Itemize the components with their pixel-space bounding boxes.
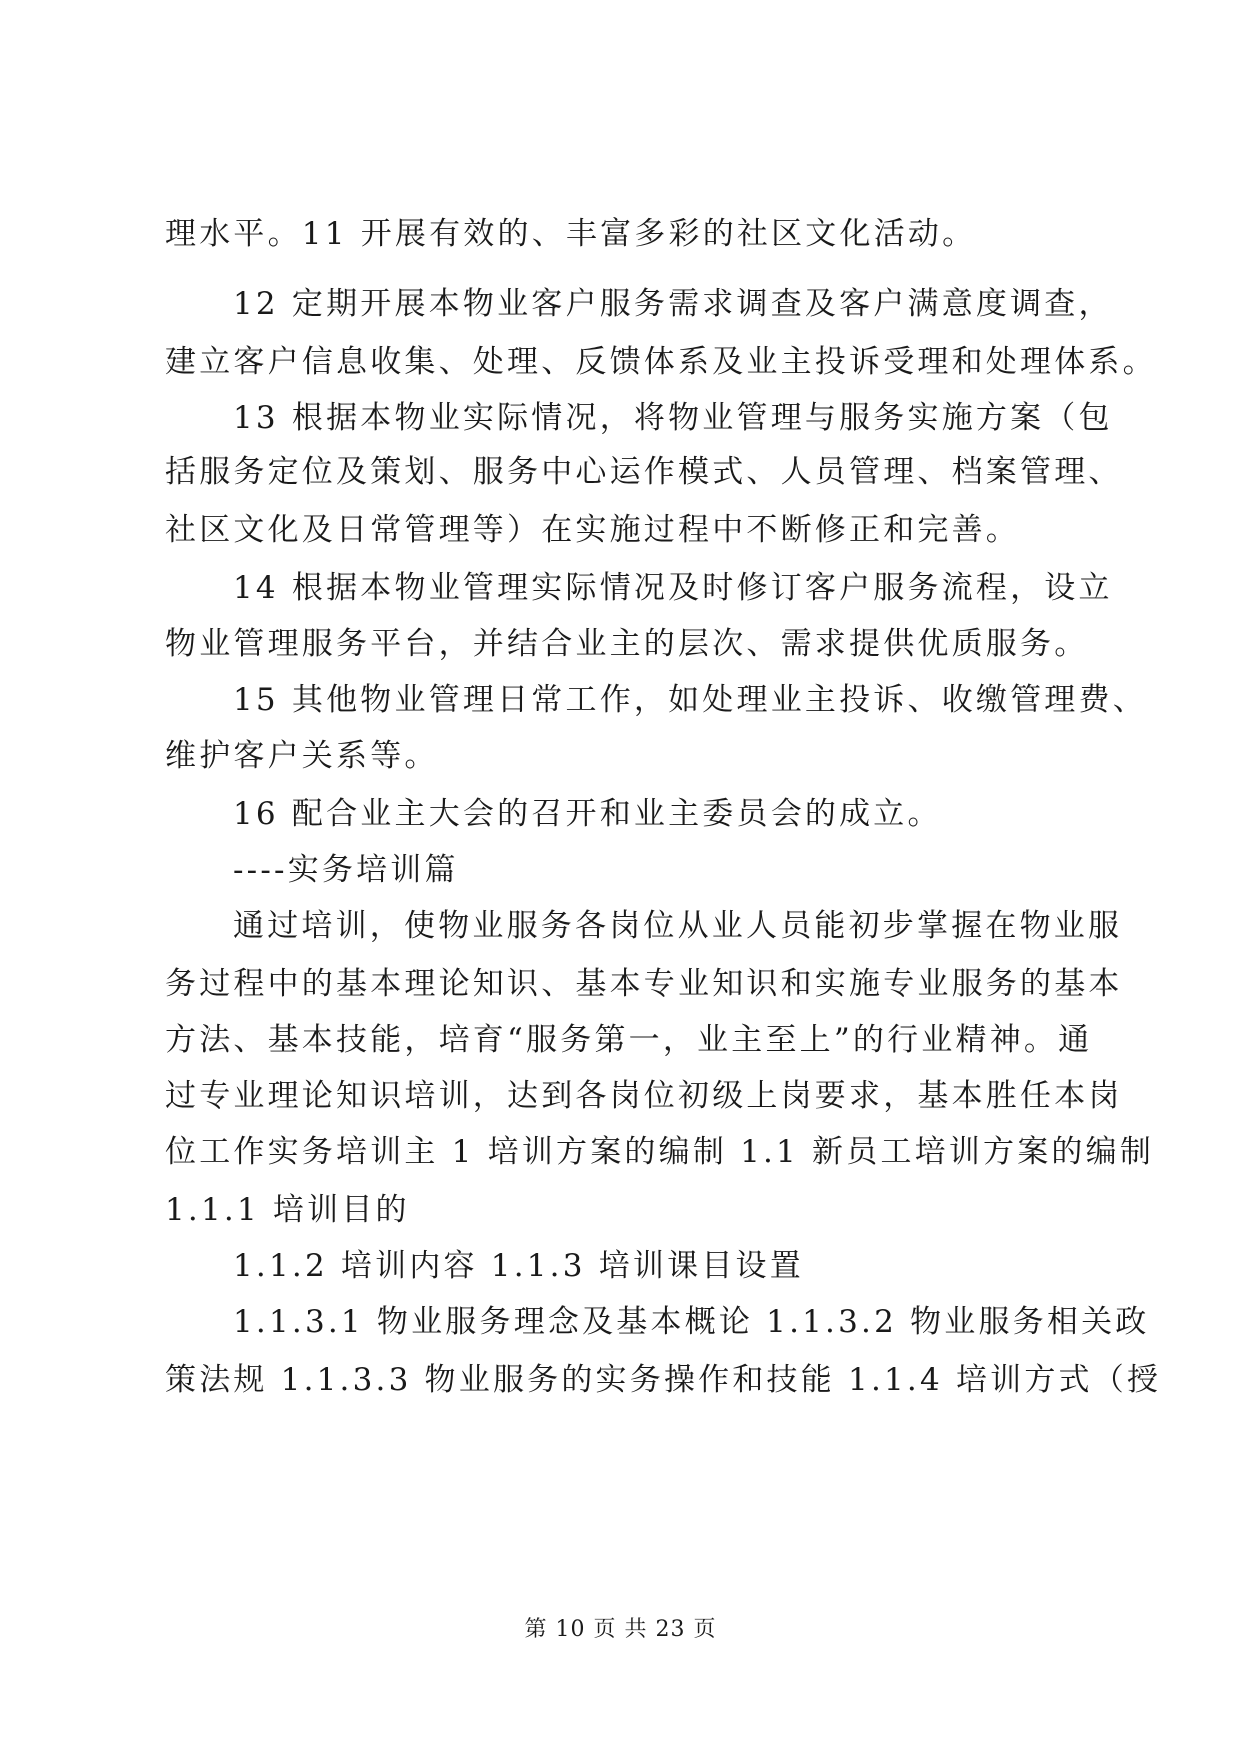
text-line: 维护客户关系等。 <box>165 738 439 774</box>
text-line: 通过培训，使物业服务各岗位从业人员能初步掌握在物业服 <box>233 908 1123 944</box>
text-line: 15 其他物业管理日常工作，如处理业主投诉、收缴管理费、 <box>233 682 1147 718</box>
text-line: 策法规 1.1.3.3 物业服务的实务操作和技能 1.1.4 培训方式（授 <box>165 1362 1162 1398</box>
text-line: 理水平。11 开展有效的、丰富多彩的社区文化活动。 <box>165 216 977 252</box>
text-line: 1.1.3.1 物业服务理念及基本概论 1.1.3.2 物业服务相关政 <box>233 1304 1150 1340</box>
text-line: 物业管理服务平台，并结合业主的层次、需求提供优质服务。 <box>165 626 1089 662</box>
text-line: 1.1.1 培训目的 <box>165 1192 410 1228</box>
section-heading: ----实务培训篇 <box>233 852 459 888</box>
text-line: 方法、基本技能，培育“服务第一，业主至上”的行业精神。通 <box>165 1022 1093 1058</box>
text-line: 务过程中的基本理论知识、基本专业知识和实施专业服务的基本 <box>165 966 1123 1002</box>
text-line: 16 配合业主大会的召开和业主委员会的成立。 <box>233 796 942 832</box>
text-line: 12 定期开展本物业客户服务需求调查及客户满意度调查， <box>233 286 1113 322</box>
text-line: 社区文化及日常管理等）在实施过程中不断修正和完善。 <box>165 512 1020 548</box>
text-line: 建立客户信息收集、处理、反馈体系及业主投诉受理和处理体系。 <box>165 344 1157 380</box>
text-line: 13 根据本物业实际情况，将物业管理与服务实施方案（包 <box>233 400 1113 436</box>
text-line: 位工作实务培训主 1 培训方案的编制 1.1 新员工培训方案的编制 <box>165 1134 1155 1170</box>
text-line: 过专业理论知识培训，达到各岗位初级上岗要求，基本胜任本岗 <box>165 1078 1123 1114</box>
text-line: 括服务定位及策划、服务中心运作模式、人员管理、档案管理、 <box>165 454 1123 490</box>
text-line: 1.1.2 培训内容 1.1.3 培训课目设置 <box>233 1248 804 1284</box>
text-line: 14 根据本物业管理实际情况及时修订客户服务流程，设立 <box>233 570 1113 606</box>
page-number-footer: 第 10 页 共 23 页 <box>524 1617 717 1642</box>
